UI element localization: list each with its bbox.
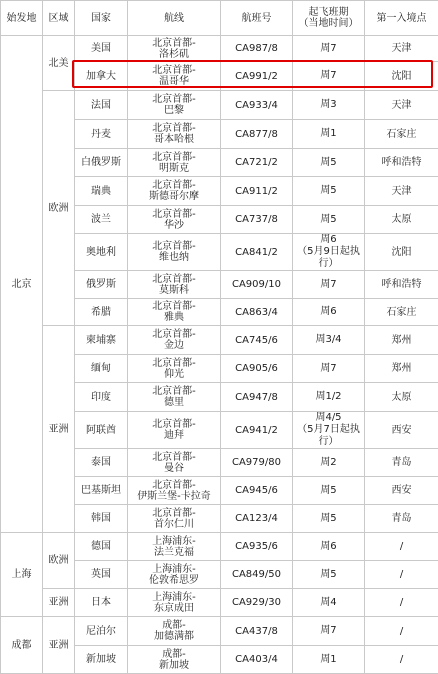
route-line: 北京首都- xyxy=(152,386,196,397)
header-origin: 始发地 xyxy=(1,1,43,36)
header-schedule-line-1: 起飞班期 xyxy=(309,7,349,18)
route-line: 北京首都- xyxy=(152,152,196,163)
entry-cell: 天津 xyxy=(365,177,438,206)
entry-cell: 青岛 xyxy=(365,449,438,477)
schedule-cell: 周5 xyxy=(293,477,365,505)
route-cell xyxy=(128,234,221,271)
entry-cell: 太原 xyxy=(365,206,438,234)
flight-cell: CA877/8 xyxy=(221,120,293,149)
header-entry: 第一入境点 xyxy=(365,1,438,36)
route-line: 伦敦希思罗 xyxy=(149,575,199,586)
country-cell: 英国 xyxy=(75,561,128,589)
schedule-cell: 周1 xyxy=(293,646,365,674)
route-line: 北京首都- xyxy=(152,65,196,76)
country-cell: 瑞典 xyxy=(75,177,128,206)
schedule-cell: 周2 xyxy=(293,449,365,477)
entry-cell: 郑州 xyxy=(365,326,438,355)
route-cell xyxy=(128,477,221,505)
route-line: 迪拜 xyxy=(164,430,184,441)
route-cell xyxy=(128,533,221,561)
route-cell xyxy=(128,206,221,234)
table-row xyxy=(1,533,438,561)
schedule-cell xyxy=(293,234,365,271)
country-cell: 日本 xyxy=(75,589,128,617)
header-route: 航线 xyxy=(128,1,221,36)
schedule-cell: 周7 xyxy=(293,271,365,299)
route-line: 法兰克福 xyxy=(154,547,194,558)
entry-cell: 石家庄 xyxy=(365,299,438,326)
schedule-note: （5月9日起执行） xyxy=(297,246,360,269)
entry-cell: / xyxy=(365,533,438,561)
route-line: 莫斯科 xyxy=(159,285,189,296)
entry-cell: 西安 xyxy=(365,412,438,449)
entry-cell: 青岛 xyxy=(365,505,438,533)
schedule-cell: 周5 xyxy=(293,206,365,234)
region-cell-north-america: 北美 xyxy=(43,36,75,91)
country-cell: 白俄罗斯 xyxy=(75,149,128,177)
flight-cell: CA721/2 xyxy=(221,149,293,177)
region-cell-asia-chengdu: 亚洲 xyxy=(43,617,75,674)
route-line: 上海浦东- xyxy=(152,564,196,575)
route-cell xyxy=(128,177,221,206)
schedule-line: 周6 xyxy=(320,234,336,245)
route-line: 哥本哈根 xyxy=(154,134,194,145)
entry-cell: / xyxy=(365,589,438,617)
entry-cell: 沈阳 xyxy=(365,62,438,91)
route-cell xyxy=(128,299,221,326)
table-row xyxy=(1,617,438,646)
flight-cell: CA737/8 xyxy=(221,206,293,234)
route-line: 明斯克 xyxy=(159,163,189,174)
country-cell: 波兰 xyxy=(75,206,128,234)
country-cell: 柬埔寨 xyxy=(75,326,128,355)
schedule-cell: 周3/4 xyxy=(293,326,365,355)
schedule-cell: 周7 xyxy=(293,355,365,383)
route-line: 北京首都- xyxy=(152,123,196,134)
origin-cell-chengdu: 成都 xyxy=(1,617,43,674)
country-cell: 俄罗斯 xyxy=(75,271,128,299)
region-cell-asia: 亚洲 xyxy=(43,326,75,533)
country-cell: 法国 xyxy=(75,91,128,120)
flight-cell: CA987/8 xyxy=(221,36,293,62)
entry-cell: 呼和浩特 xyxy=(365,149,438,177)
route-cell xyxy=(128,326,221,355)
country-cell: 奥地利 xyxy=(75,234,128,271)
country-cell: 德国 xyxy=(75,533,128,561)
route-line: 北京首都- xyxy=(152,180,196,191)
flight-cell: CA123/4 xyxy=(221,505,293,533)
route-line: 北京首都- xyxy=(152,241,196,252)
schedule-cell: 周5 xyxy=(293,177,365,206)
flight-cell: CA979/80 xyxy=(221,449,293,477)
entry-cell: 天津 xyxy=(365,91,438,120)
schedule-cell: 周3 xyxy=(293,91,365,120)
region-cell-asia-shanghai: 亚洲 xyxy=(43,589,75,617)
route-cell xyxy=(128,355,221,383)
route-line: 伊斯兰堡-卡拉奇 xyxy=(137,491,211,502)
route-line: 加德满都 xyxy=(154,631,194,642)
route-line: 上海浦东- xyxy=(152,536,196,547)
route-cell xyxy=(128,271,221,299)
route-cell xyxy=(128,383,221,412)
entry-cell: 西安 xyxy=(365,477,438,505)
route-line: 斯德哥尔摩 xyxy=(149,191,199,202)
schedule-cell: 周7 xyxy=(293,36,365,62)
schedule-cell: 周5 xyxy=(293,505,365,533)
route-line: 北京首都- xyxy=(152,209,196,220)
entry-cell: 沈阳 xyxy=(365,234,438,271)
country-cell: 新加坡 xyxy=(75,646,128,674)
route-line: 北京首都- xyxy=(152,329,196,340)
route-cell xyxy=(128,449,221,477)
route-cell xyxy=(128,412,221,449)
schedule-cell: 周5 xyxy=(293,149,365,177)
route-line: 北京首都- xyxy=(152,94,196,105)
route-line: 金边 xyxy=(164,340,184,351)
schedule-note: （5月7日起执行） xyxy=(297,424,360,447)
flight-cell: CA935/6 xyxy=(221,533,293,561)
route-line: 巴黎 xyxy=(164,105,184,116)
route-line: 北京首都- xyxy=(152,452,196,463)
origin-cell-beijing: 北京 xyxy=(1,36,43,533)
entry-cell: 呼和浩特 xyxy=(365,271,438,299)
table-row xyxy=(1,91,438,120)
entry-cell: 天津 xyxy=(365,36,438,62)
flight-cell: CA849/50 xyxy=(221,561,293,589)
entry-cell: 郑州 xyxy=(365,355,438,383)
route-line: 成都- xyxy=(162,620,186,631)
route-line: 新加坡 xyxy=(159,660,189,671)
schedule-cell xyxy=(293,412,365,449)
route-cell xyxy=(128,589,221,617)
region-cell-europe: 欧洲 xyxy=(43,91,75,326)
schedule-cell: 周4 xyxy=(293,589,365,617)
route-line: 仰光 xyxy=(164,369,184,380)
schedule-cell: 周1/2 xyxy=(293,383,365,412)
route-line: 北京首都- xyxy=(152,419,196,430)
header-schedule xyxy=(293,1,365,36)
header-region: 区域 xyxy=(43,1,75,36)
route-line: 华沙 xyxy=(164,220,184,231)
country-cell: 缅甸 xyxy=(75,355,128,383)
country-cell: 印度 xyxy=(75,383,128,412)
flight-cell: CA863/4 xyxy=(221,299,293,326)
flight-cell: CA991/2 xyxy=(221,62,293,91)
country-cell: 阿联酋 xyxy=(75,412,128,449)
schedule-cell: 周6 xyxy=(293,533,365,561)
table-row xyxy=(1,589,438,617)
country-cell: 尼泊尔 xyxy=(75,617,128,646)
flight-cell: CA911/2 xyxy=(221,177,293,206)
table-row xyxy=(1,326,438,355)
table-row xyxy=(1,36,438,62)
route-line: 北京首都- xyxy=(152,508,196,519)
country-cell: 丹麦 xyxy=(75,120,128,149)
flight-cell: CA841/2 xyxy=(221,234,293,271)
entry-cell: 太原 xyxy=(365,383,438,412)
header-flight: 航班号 xyxy=(221,1,293,36)
country-cell: 加拿大 xyxy=(75,62,128,91)
flight-cell: CA941/2 xyxy=(221,412,293,449)
route-cell xyxy=(128,505,221,533)
country-cell: 韩国 xyxy=(75,505,128,533)
country-cell: 希腊 xyxy=(75,299,128,326)
route-cell xyxy=(128,91,221,120)
entry-cell: / xyxy=(365,617,438,646)
header-country: 国家 xyxy=(75,1,128,36)
flight-cell: CA947/8 xyxy=(221,383,293,412)
flight-cell: CA933/4 xyxy=(221,91,293,120)
flight-cell: CA745/6 xyxy=(221,326,293,355)
flight-cell: CA909/10 xyxy=(221,271,293,299)
route-line: 温哥华 xyxy=(159,76,189,87)
route-line: 北京首都- xyxy=(152,480,196,491)
route-line: 北京首都- xyxy=(152,301,196,312)
route-line: 上海浦东- xyxy=(152,592,196,603)
flight-cell: CA945/6 xyxy=(221,477,293,505)
route-line: 首尔仁川 xyxy=(154,519,194,530)
route-cell xyxy=(128,36,221,62)
route-line: 德里 xyxy=(164,397,184,408)
origin-cell-shanghai: 上海 xyxy=(1,533,43,617)
schedule-cell: 周7 xyxy=(293,62,365,91)
route-line: 北京首都- xyxy=(152,38,196,49)
route-cell xyxy=(128,149,221,177)
schedule-line: 周4/5 xyxy=(315,412,341,423)
schedule-cell: 周5 xyxy=(293,561,365,589)
flight-cell: CA403/4 xyxy=(221,646,293,674)
header-row xyxy=(1,1,438,36)
country-cell: 美国 xyxy=(75,36,128,62)
schedule-cell: 周7 xyxy=(293,617,365,646)
schedule-cell: 周1 xyxy=(293,120,365,149)
route-line: 洛杉矶 xyxy=(159,49,189,60)
flight-cell: CA929/30 xyxy=(221,589,293,617)
entry-cell: / xyxy=(365,561,438,589)
route-line: 维也纳 xyxy=(159,252,189,263)
region-cell-europe-shanghai: 欧洲 xyxy=(43,533,75,589)
schedule-cell: 周6 xyxy=(293,299,365,326)
route-line: 曼谷 xyxy=(164,463,184,474)
header-schedule-line-2: （当地时间） xyxy=(299,18,359,29)
country-cell: 巴基斯坦 xyxy=(75,477,128,505)
flight-cell: CA905/6 xyxy=(221,355,293,383)
route-line: 成都- xyxy=(162,649,186,660)
route-cell xyxy=(128,561,221,589)
route-line: 北京首都- xyxy=(152,274,196,285)
flight-cell: CA437/8 xyxy=(221,617,293,646)
country-cell: 泰国 xyxy=(75,449,128,477)
route-line: 东京成田 xyxy=(154,603,194,614)
route-line: 北京首都- xyxy=(152,358,196,369)
route-cell xyxy=(128,120,221,149)
route-cell xyxy=(128,62,221,91)
route-line: 雅典 xyxy=(164,312,184,323)
entry-cell: / xyxy=(365,646,438,674)
route-cell xyxy=(128,646,221,674)
entry-cell: 石家庄 xyxy=(365,120,438,149)
route-cell xyxy=(128,617,221,646)
